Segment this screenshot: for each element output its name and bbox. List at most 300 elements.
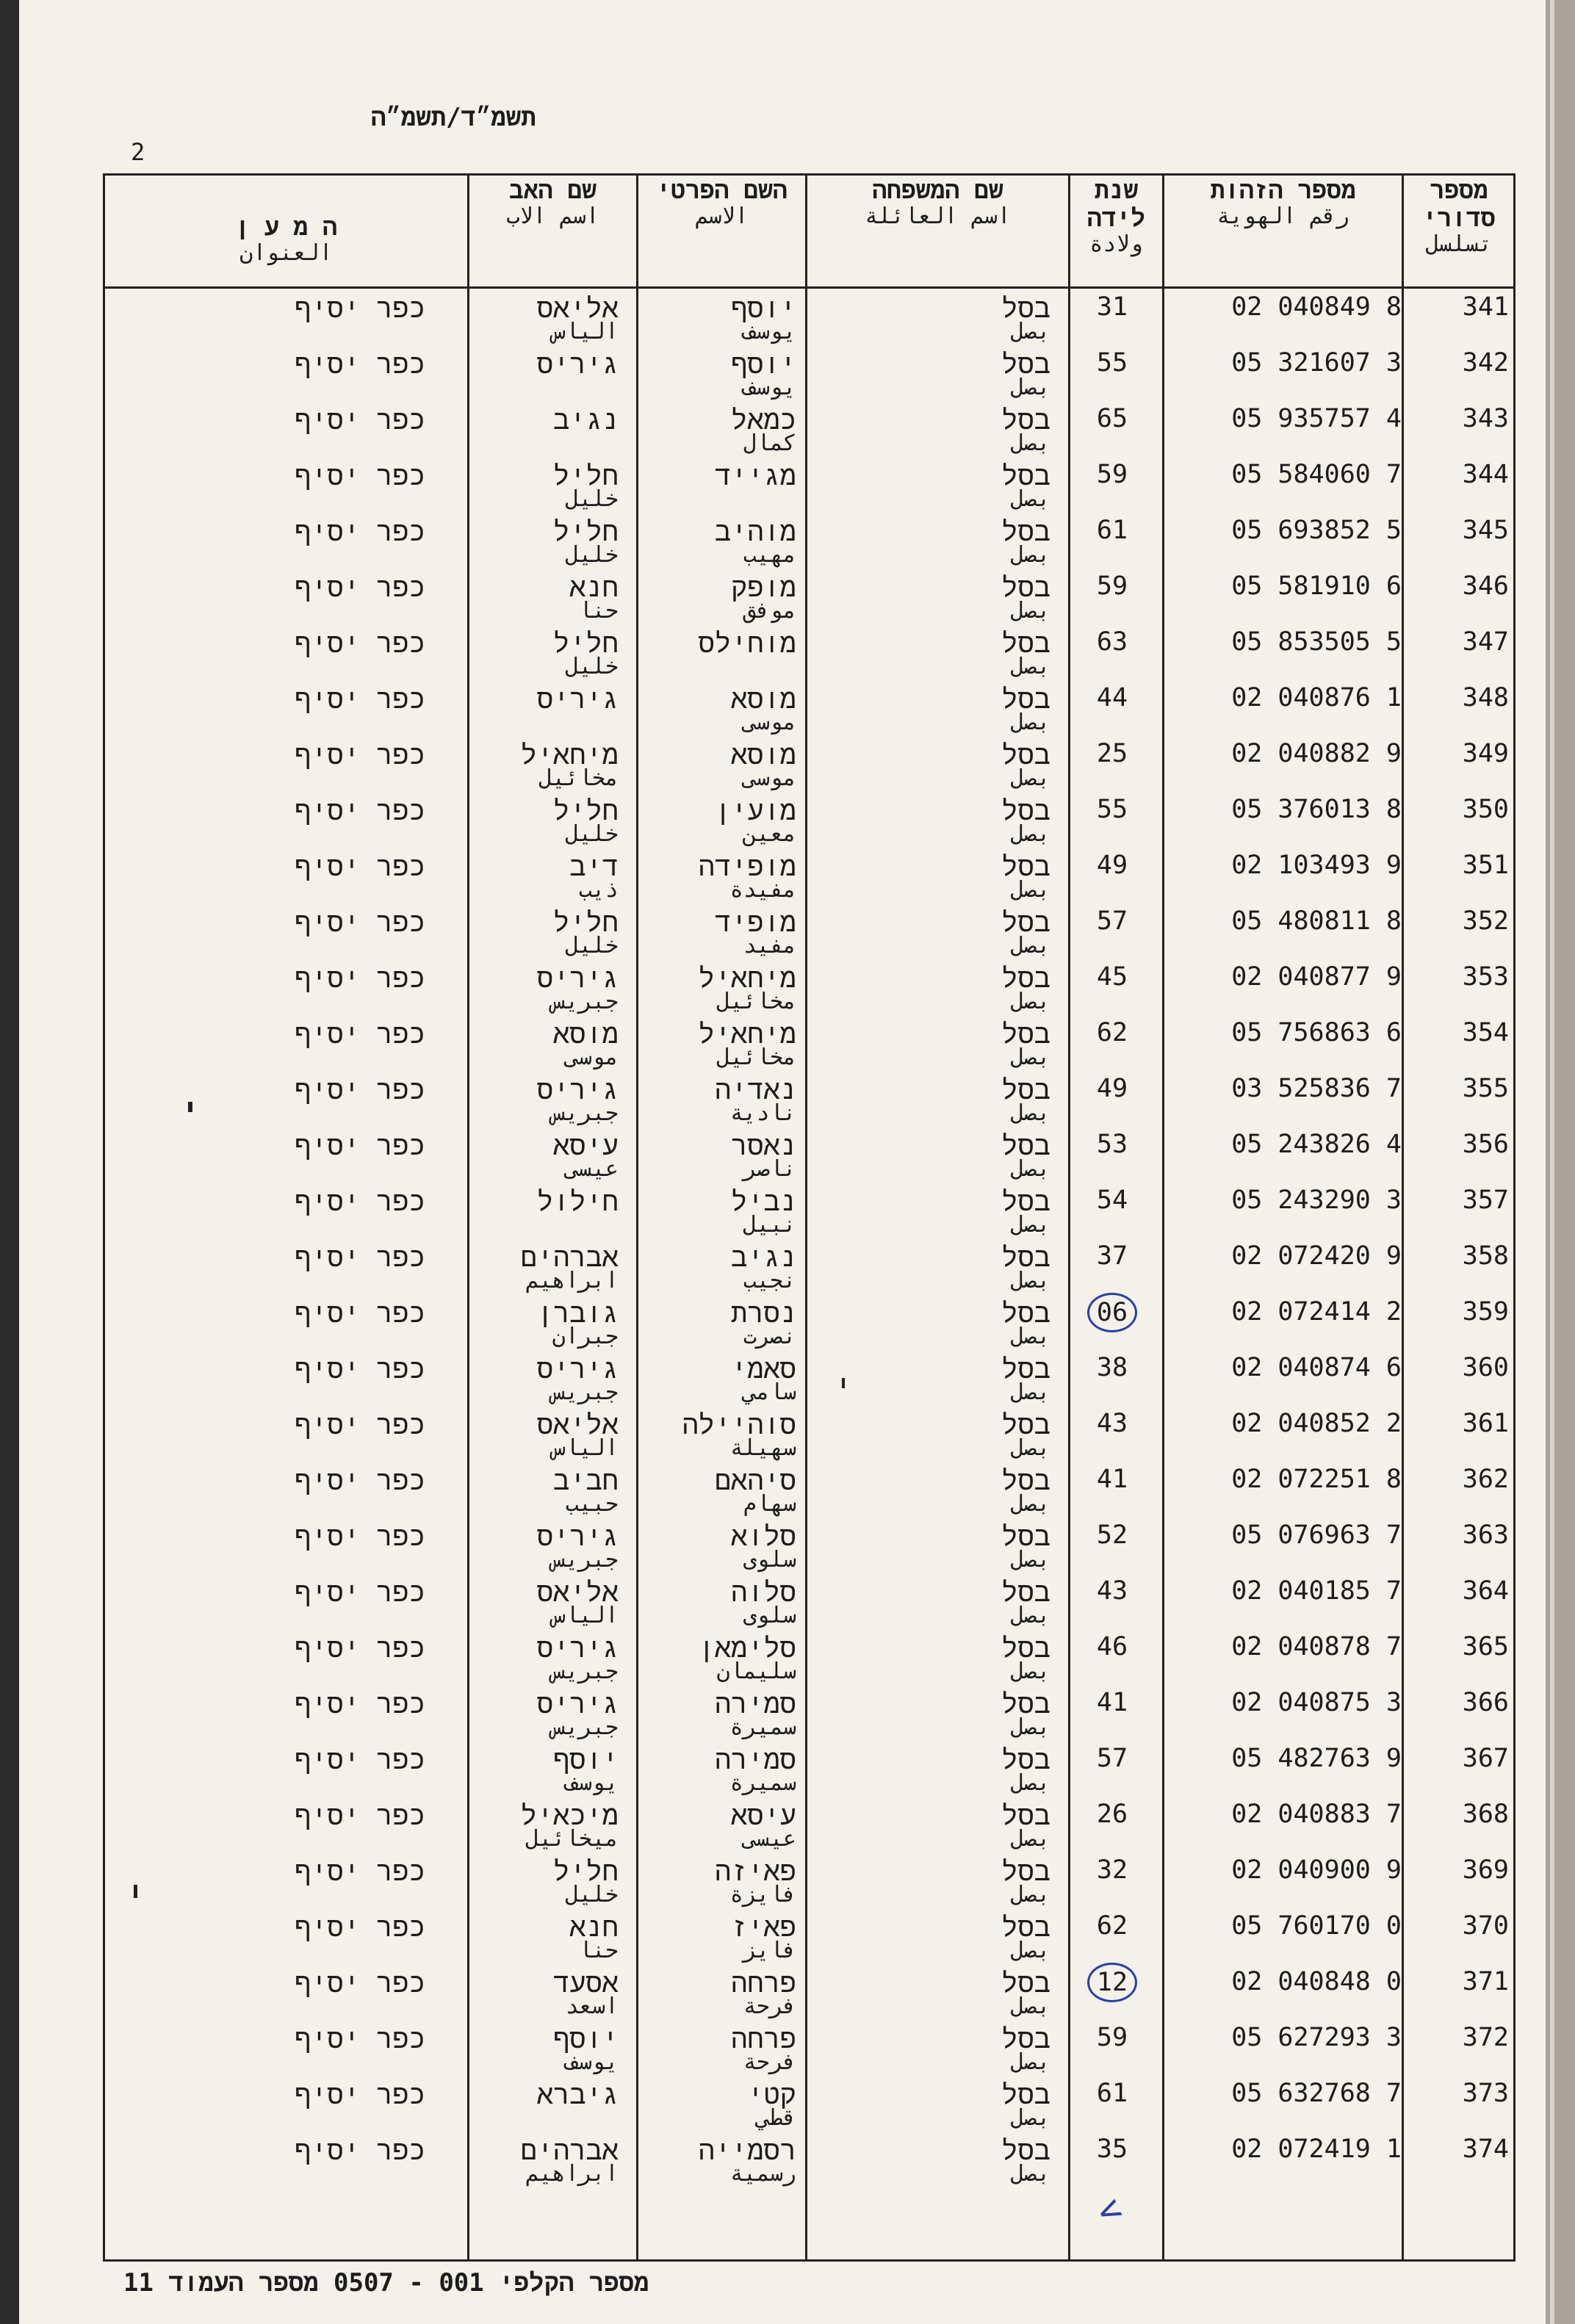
father-name-cell: חליל [553,795,619,826]
birth-year-cell: 43 [1096,1576,1128,1606]
id-cell: 02 040883 7 [1231,1800,1402,1829]
family-name-arabic: بصل [1010,1324,1050,1349]
father-name-cell: גיריס [536,1688,619,1719]
address-cell: כפר יסיף [295,1465,425,1496]
id-cell: 02 103493 9 [1231,851,1402,880]
column-header-address [105,176,467,285]
pen-mark: < [1090,2186,1128,2234]
table-row [103,1576,1515,1632]
id-cell: 02 040878 7 [1231,1632,1402,1661]
serial-cell: 366 [1462,1688,1509,1717]
first-name-arabic: سلوى [743,1547,796,1573]
father-name-cell: יוסף [553,1744,619,1775]
family-name-cell: בסל [1001,739,1050,771]
first-name-cell: נאסר [731,1130,796,1161]
father-name-arabic: حبيب [565,1491,619,1517]
father-name-arabic: جبريس [552,1659,619,1684]
birth-year-cell: 61 [1096,2079,1128,2108]
first-name-arabic: فايزة [729,1882,796,1908]
father-name-cell: עיסא [553,1130,619,1161]
id-cell: 02 040849 8 [1231,292,1402,322]
header-he: ה מ ע ן [235,212,337,241]
address-cell: כפר יסיף [295,1241,425,1273]
family-name-cell: בסל [1001,851,1050,882]
father-name-arabic: جبران [552,1324,619,1349]
id-cell: 05 581910 6 [1231,571,1402,601]
father-name-arabic: الياس [552,319,619,344]
serial-cell: 359 [1462,1297,1509,1327]
header-he: שנת לידה [1086,176,1146,232]
address-cell: כפר יסיף [295,516,425,547]
table-row [103,404,1515,460]
table-row [103,1744,1515,1800]
birth-year-cell [1067,1297,1158,1332]
father-name-arabic: مخائيل [538,765,619,791]
first-name-arabic: سهام [743,1491,796,1517]
family-name-arabic: بصل [1010,1100,1050,1126]
father-name-cell: גיברא [536,2079,619,2110]
id-cell: 02 072420 9 [1231,1241,1402,1271]
id-cell: 05 935757 4 [1231,404,1402,433]
father-name-arabic: ذيب [578,877,619,903]
id-cell: 05 853505 5 [1231,627,1402,657]
serial-cell: 352 [1462,906,1509,936]
family-name-arabic: بصل [1010,1993,1050,2019]
serial-cell: 350 [1462,795,1509,824]
first-name-arabic: فايز [743,1938,796,1963]
family-name-cell: בסל [1001,1465,1050,1496]
family-name-arabic: بصل [1010,486,1050,512]
family-name-arabic: بصل [1010,1547,1050,1573]
address-cell: כפר יסיף [295,1855,425,1887]
table-row [103,516,1515,571]
first-name-cell: רסמייה [698,2134,796,2166]
id-cell: 02 040877 9 [1231,962,1402,992]
birth-year-cell: 55 [1096,795,1128,824]
family-name-arabic: بصل [1010,598,1050,624]
first-name-arabic: نادية [729,1100,796,1126]
first-name-cell: פאיזה [714,1855,796,1887]
table-row [103,1130,1515,1186]
family-name-arabic: بصل [1010,765,1050,791]
table-row [103,851,1515,906]
family-name-arabic: بصل [1010,2049,1050,2075]
birth-year-cell: 55 [1096,348,1128,378]
family-name-arabic: بصل [1010,1770,1050,1796]
family-name-cell: בסל [1001,2079,1050,2110]
address-cell: כפר יסיף [295,460,425,491]
address-cell: כפר יסיף [295,571,425,603]
table-row [103,2079,1515,2134]
address-cell: כפר יסיף [295,1744,425,1775]
first-name-cell: יוסף [731,348,796,380]
first-name-arabic: نبيل [743,1212,796,1238]
address-cell: כפר יסיף [295,1911,425,1943]
father-name-cell: חנא [569,571,619,603]
first-name-cell: מגייד [714,460,796,491]
birth-year-cell: 43 [1096,1409,1128,1438]
family-name-cell: בסל [1001,1409,1050,1440]
father-name-cell: גיריס [536,1520,619,1552]
first-name-arabic: مهيب [743,542,796,568]
serial-cell: 348 [1462,683,1509,712]
first-name-cell: מופידה [698,851,796,882]
first-name-cell: סמירה [714,1744,796,1775]
header-he: שם האב [509,176,597,204]
father-name-arabic: اسعد [565,1993,619,2019]
family-name-arabic: بصل [1010,1156,1050,1182]
first-name-arabic: فرحة [743,1993,796,2019]
birth-year-cell: 62 [1096,1911,1128,1941]
table-row [103,1967,1515,2023]
address-cell: כפר יסיף [295,962,425,994]
father-name-arabic: خليل [565,654,619,679]
family-name-cell: בסל [1001,2023,1050,2054]
father-name-arabic: ابراهيم [525,2161,619,2187]
first-name-arabic: مفيد [743,933,796,959]
father-name-arabic: يوسف [565,2049,619,2075]
serial-cell: 374 [1462,2134,1509,2164]
first-name-cell: מוסא [731,683,796,715]
first-name-cell: מופק [731,571,796,603]
first-name-arabic: موسى [743,710,796,735]
address-cell: כפר יסיף [295,1186,425,1217]
id-cell: 05 693852 5 [1231,516,1402,545]
id-cell: 02 072414 2 [1231,1297,1402,1327]
first-name-arabic: سهيلة [729,1435,796,1461]
address-cell: כפר יסיף [295,683,425,715]
id-cell: 02 040852 2 [1231,1409,1402,1438]
birth-year-cell: 65 [1096,404,1128,433]
serial-cell: 360 [1462,1353,1509,1382]
header-title: תשמ״ד/תשמ״ה [371,103,536,132]
first-name-cell: סמירה [714,1688,796,1719]
father-name-cell: נגיב [553,404,619,436]
id-cell: 05 076963 7 [1231,1520,1402,1550]
father-name-cell: אליאס [536,1409,619,1440]
family-name-cell: בסל [1001,1688,1050,1719]
first-name-arabic: يوسف [743,375,796,400]
first-name-cell: יוסף [731,292,796,324]
father-name-cell: חביב [553,1465,619,1496]
family-name-arabic: بصل [1010,1714,1050,1740]
father-name-cell: יוסף [553,2023,619,2054]
id-cell: 05 756863 6 [1231,1018,1402,1047]
family-name-cell: בסל [1001,1297,1050,1329]
family-name-arabic: بصل [1010,877,1050,903]
birth-year-cell: 46 [1096,1632,1128,1661]
serial-cell: 345 [1462,516,1509,545]
first-name-cell: סיהאם [714,1465,796,1496]
serial-cell: 347 [1462,627,1509,657]
family-name-cell: בסל [1001,460,1050,491]
header-ar: الاسم [695,203,749,229]
family-name-cell: בסל [1001,516,1050,547]
father-name-arabic: ميخائيل [525,1826,619,1852]
father-name-cell: חליל [553,1855,619,1887]
table-row [103,2134,1515,2190]
table-row [103,1241,1515,1297]
ink-speck [842,1378,845,1388]
birth-year-cell: 41 [1096,1688,1128,1717]
family-name-cell: בסל [1001,962,1050,994]
column-header-year [1070,176,1162,285]
father-name-cell: חליל [553,627,619,659]
father-name-arabic: خليل [565,1882,619,1908]
father-name-cell: מוסא [553,1018,619,1050]
first-name-cell: פרחה [731,1967,796,1999]
id-cell: 05 480811 8 [1231,906,1402,936]
column-header-first [638,176,805,285]
first-name-cell: מיחאיל [698,962,796,994]
serial-cell: 373 [1462,2079,1509,2108]
table-row [103,683,1515,739]
table-row [103,1465,1515,1520]
address-cell: כפר יסיף [295,1353,425,1385]
family-name-cell: בסל [1001,1576,1050,1608]
column-header-father [469,176,636,285]
father-name-arabic: خليل [565,542,619,568]
birth-year-cell: 31 [1096,292,1128,322]
father-name-cell: אברהים [520,2134,619,2166]
address-cell: כפר יסיף [295,1409,425,1440]
first-name-arabic: فرحة [743,2049,796,2075]
circled-year: 12 [1087,1963,1137,2002]
father-name-arabic: حنا [578,1938,619,1963]
table-row [103,348,1515,404]
family-name-cell: בסל [1001,1353,1050,1385]
family-name-cell: בסל [1001,1241,1050,1273]
header-he: שם המשפחה [872,176,1003,204]
table-row [103,571,1515,627]
address-cell: כפר יסיף [295,348,425,380]
family-name-arabic: بصل [1010,1044,1050,1070]
birth-year-cell: 37 [1096,1241,1128,1271]
father-name-arabic: موسى [565,1044,619,1070]
address-cell: כפר יסיף [295,1576,425,1608]
family-name-cell: בסל [1001,627,1050,659]
birth-year-cell: 38 [1096,1353,1128,1382]
id-cell: 02 040874 6 [1231,1353,1402,1382]
family-name-arabic: بصل [1010,542,1050,568]
birth-year-cell: 53 [1096,1130,1128,1159]
father-name-cell: גיריס [536,1353,619,1385]
serial-cell: 368 [1462,1800,1509,1829]
page-edge-highlight [1550,0,1554,2324]
family-name-cell: בסל [1001,2134,1050,2166]
first-name-cell: עיסא [731,1800,796,1831]
father-name-cell: אסעד [553,1967,619,1999]
table-row [103,2023,1515,2079]
first-name-cell: סלימאן [698,1632,796,1664]
father-name-arabic: خليل [565,821,619,847]
address-cell: כפר יסיף [295,2079,425,2110]
table-row [103,1688,1515,1744]
birth-year-cell: 57 [1096,1744,1128,1773]
first-name-cell: נגיב [731,1241,796,1273]
father-name-cell: גיריס [536,348,619,380]
father-name-arabic: جبريس [552,1379,619,1405]
address-cell: כפר יסיף [295,1632,425,1664]
address-cell: כפר יסיף [295,1018,425,1050]
family-name-cell: בסל [1001,571,1050,603]
id-cell: 05 632768 7 [1231,2079,1402,2108]
header-ar: تسلسل [1425,231,1493,257]
family-name-cell: בסל [1001,292,1050,324]
id-cell: 05 482763 9 [1231,1744,1402,1773]
family-name-arabic: بصل [1010,2105,1050,2131]
table-row [103,1800,1515,1855]
family-name-cell: בסל [1001,1018,1050,1050]
id-cell: 05 760170 0 [1231,1911,1402,1941]
family-name-arabic: بصل [1010,989,1050,1014]
family-name-cell: בסל [1001,1520,1050,1552]
family-name-cell: בסל [1001,1130,1050,1161]
header-divider [103,286,1515,289]
birth-year-cell: 59 [1096,2023,1128,2052]
address-cell: כפר יסיף [295,292,425,324]
address-cell: כפר יסיף [295,1520,425,1552]
father-name-arabic: خليل [565,486,619,512]
first-name-arabic: قطي [756,2105,796,2131]
serial-cell: 372 [1462,2023,1509,2052]
table-row [103,1074,1515,1130]
family-name-arabic: بصل [1010,821,1050,847]
birth-year-cell: 59 [1096,571,1128,601]
family-name-cell: בסל [1001,906,1050,938]
first-name-cell: מופיד [714,906,796,938]
id-cell: 05 627293 3 [1231,2023,1402,2052]
id-cell: 02 040848 0 [1231,1967,1402,1996]
first-name-arabic: سميرة [729,1770,796,1796]
circled-year: 06 [1087,1293,1137,1332]
header-ar: اسم العائلة [865,203,1011,229]
header-ar: اسم الاب [506,203,599,229]
first-name-cell: פאיז [731,1911,796,1943]
birth-year-cell: 59 [1096,460,1128,489]
header-he: מספר הזהות [1210,176,1356,204]
table-row [103,1911,1515,1967]
family-name-cell: בסל [1001,1074,1050,1105]
birth-year-cell: 26 [1096,1800,1128,1829]
father-name-cell: חנא [569,1911,619,1943]
family-name-arabic: بصل [1010,1938,1050,1963]
id-cell: 02 040875 3 [1231,1688,1402,1717]
first-name-cell: מוהיב [714,516,796,547]
first-name-cell: מוסא [731,739,796,771]
father-name-cell: אליאס [536,1576,619,1608]
family-name-arabic: بصل [1010,933,1050,959]
father-name-cell: חליל [553,516,619,547]
father-name-cell: אליאס [536,292,619,324]
serial-cell: 343 [1462,404,1509,433]
serial-cell: 371 [1462,1967,1509,1996]
family-name-cell: בסל [1001,1800,1050,1831]
table-row [103,1632,1515,1688]
address-cell: כפר יסיף [295,795,425,826]
family-name-arabic: بصل [1010,654,1050,679]
first-name-cell: נאדיה [714,1074,796,1105]
birth-year-cell: 35 [1096,2134,1128,2164]
birth-year-cell: 61 [1096,516,1128,545]
first-name-cell: סלוה [731,1576,796,1608]
birth-year-cell: 57 [1096,906,1128,936]
birth-year-cell [1067,1967,1158,2002]
first-name-arabic: عيسى [743,1826,796,1852]
serial-cell: 351 [1462,851,1509,880]
family-name-arabic: بصل [1010,1882,1050,1908]
ink-speck [134,1885,137,1898]
serial-cell: 341 [1462,292,1509,322]
serial-cell: 354 [1462,1018,1509,1047]
father-name-arabic: الياس [552,1603,619,1628]
first-name-arabic: مخائيل [716,989,796,1014]
id-cell: 02 072251 8 [1231,1465,1402,1494]
father-name-cell: אברהים [520,1241,619,1273]
father-name-arabic: الياس [552,1435,619,1461]
header-ar: رقم الهوية [1217,203,1349,229]
family-name-cell: בסל [1001,1744,1050,1775]
family-name-arabic: بصل [1010,430,1050,456]
id-cell: 05 243826 4 [1231,1130,1402,1159]
id-cell: 05 376013 8 [1231,795,1402,824]
family-name-cell: בסל [1001,1911,1050,1943]
father-name-cell: גיריס [536,683,619,715]
first-name-arabic: رسمية [729,2161,796,2187]
birth-year-cell: 32 [1096,1855,1128,1885]
father-name-cell: מיחאיל [520,739,619,771]
father-name-cell: גיריס [536,1632,619,1664]
address-cell: כפר יסיף [295,1074,425,1105]
father-name-arabic: جبريس [552,1547,619,1573]
id-cell: 02 040882 9 [1231,739,1402,768]
table-row [103,962,1515,1018]
father-name-arabic: جبريس [552,1100,619,1126]
first-name-cell: מועין [714,795,796,826]
serial-cell: 346 [1462,571,1509,601]
first-name-cell: מוחילס [698,627,796,659]
father-name-cell: חליל [553,460,619,491]
ink-speck [188,1102,192,1112]
birth-year-cell: 62 [1096,1018,1128,1047]
table-row [103,1409,1515,1465]
serial-cell: 361 [1462,1409,1509,1438]
address-cell: כפר יסיף [295,1130,425,1161]
father-name-arabic: عيسى [565,1156,619,1182]
father-name-cell: גיריס [536,1074,619,1105]
father-name-arabic: جبريس [552,989,619,1014]
family-name-arabic: بصل [1010,375,1050,400]
first-name-arabic: سليمان [716,1659,796,1684]
birth-year-cell: 52 [1096,1520,1128,1550]
address-cell: כפר יסיף [295,1297,425,1329]
serial-cell: 344 [1462,460,1509,489]
first-name-arabic: موسى [743,765,796,791]
birth-year-cell: 44 [1096,683,1128,712]
serial-cell: 364 [1462,1576,1509,1606]
table-row [103,460,1515,516]
father-name-arabic: خليل [565,933,619,959]
family-name-arabic: بصل [1010,710,1050,735]
first-name-arabic: كمال [743,430,796,456]
binding-edge [0,0,19,2324]
serial-cell: 367 [1462,1744,1509,1773]
birth-year-cell: 45 [1096,962,1128,992]
father-name-cell: מיכאיל [520,1800,619,1831]
first-name-cell: נביל [731,1186,796,1217]
first-name-cell: סוהיילה [682,1409,796,1440]
first-name-cell: פרחה [731,2023,796,2054]
